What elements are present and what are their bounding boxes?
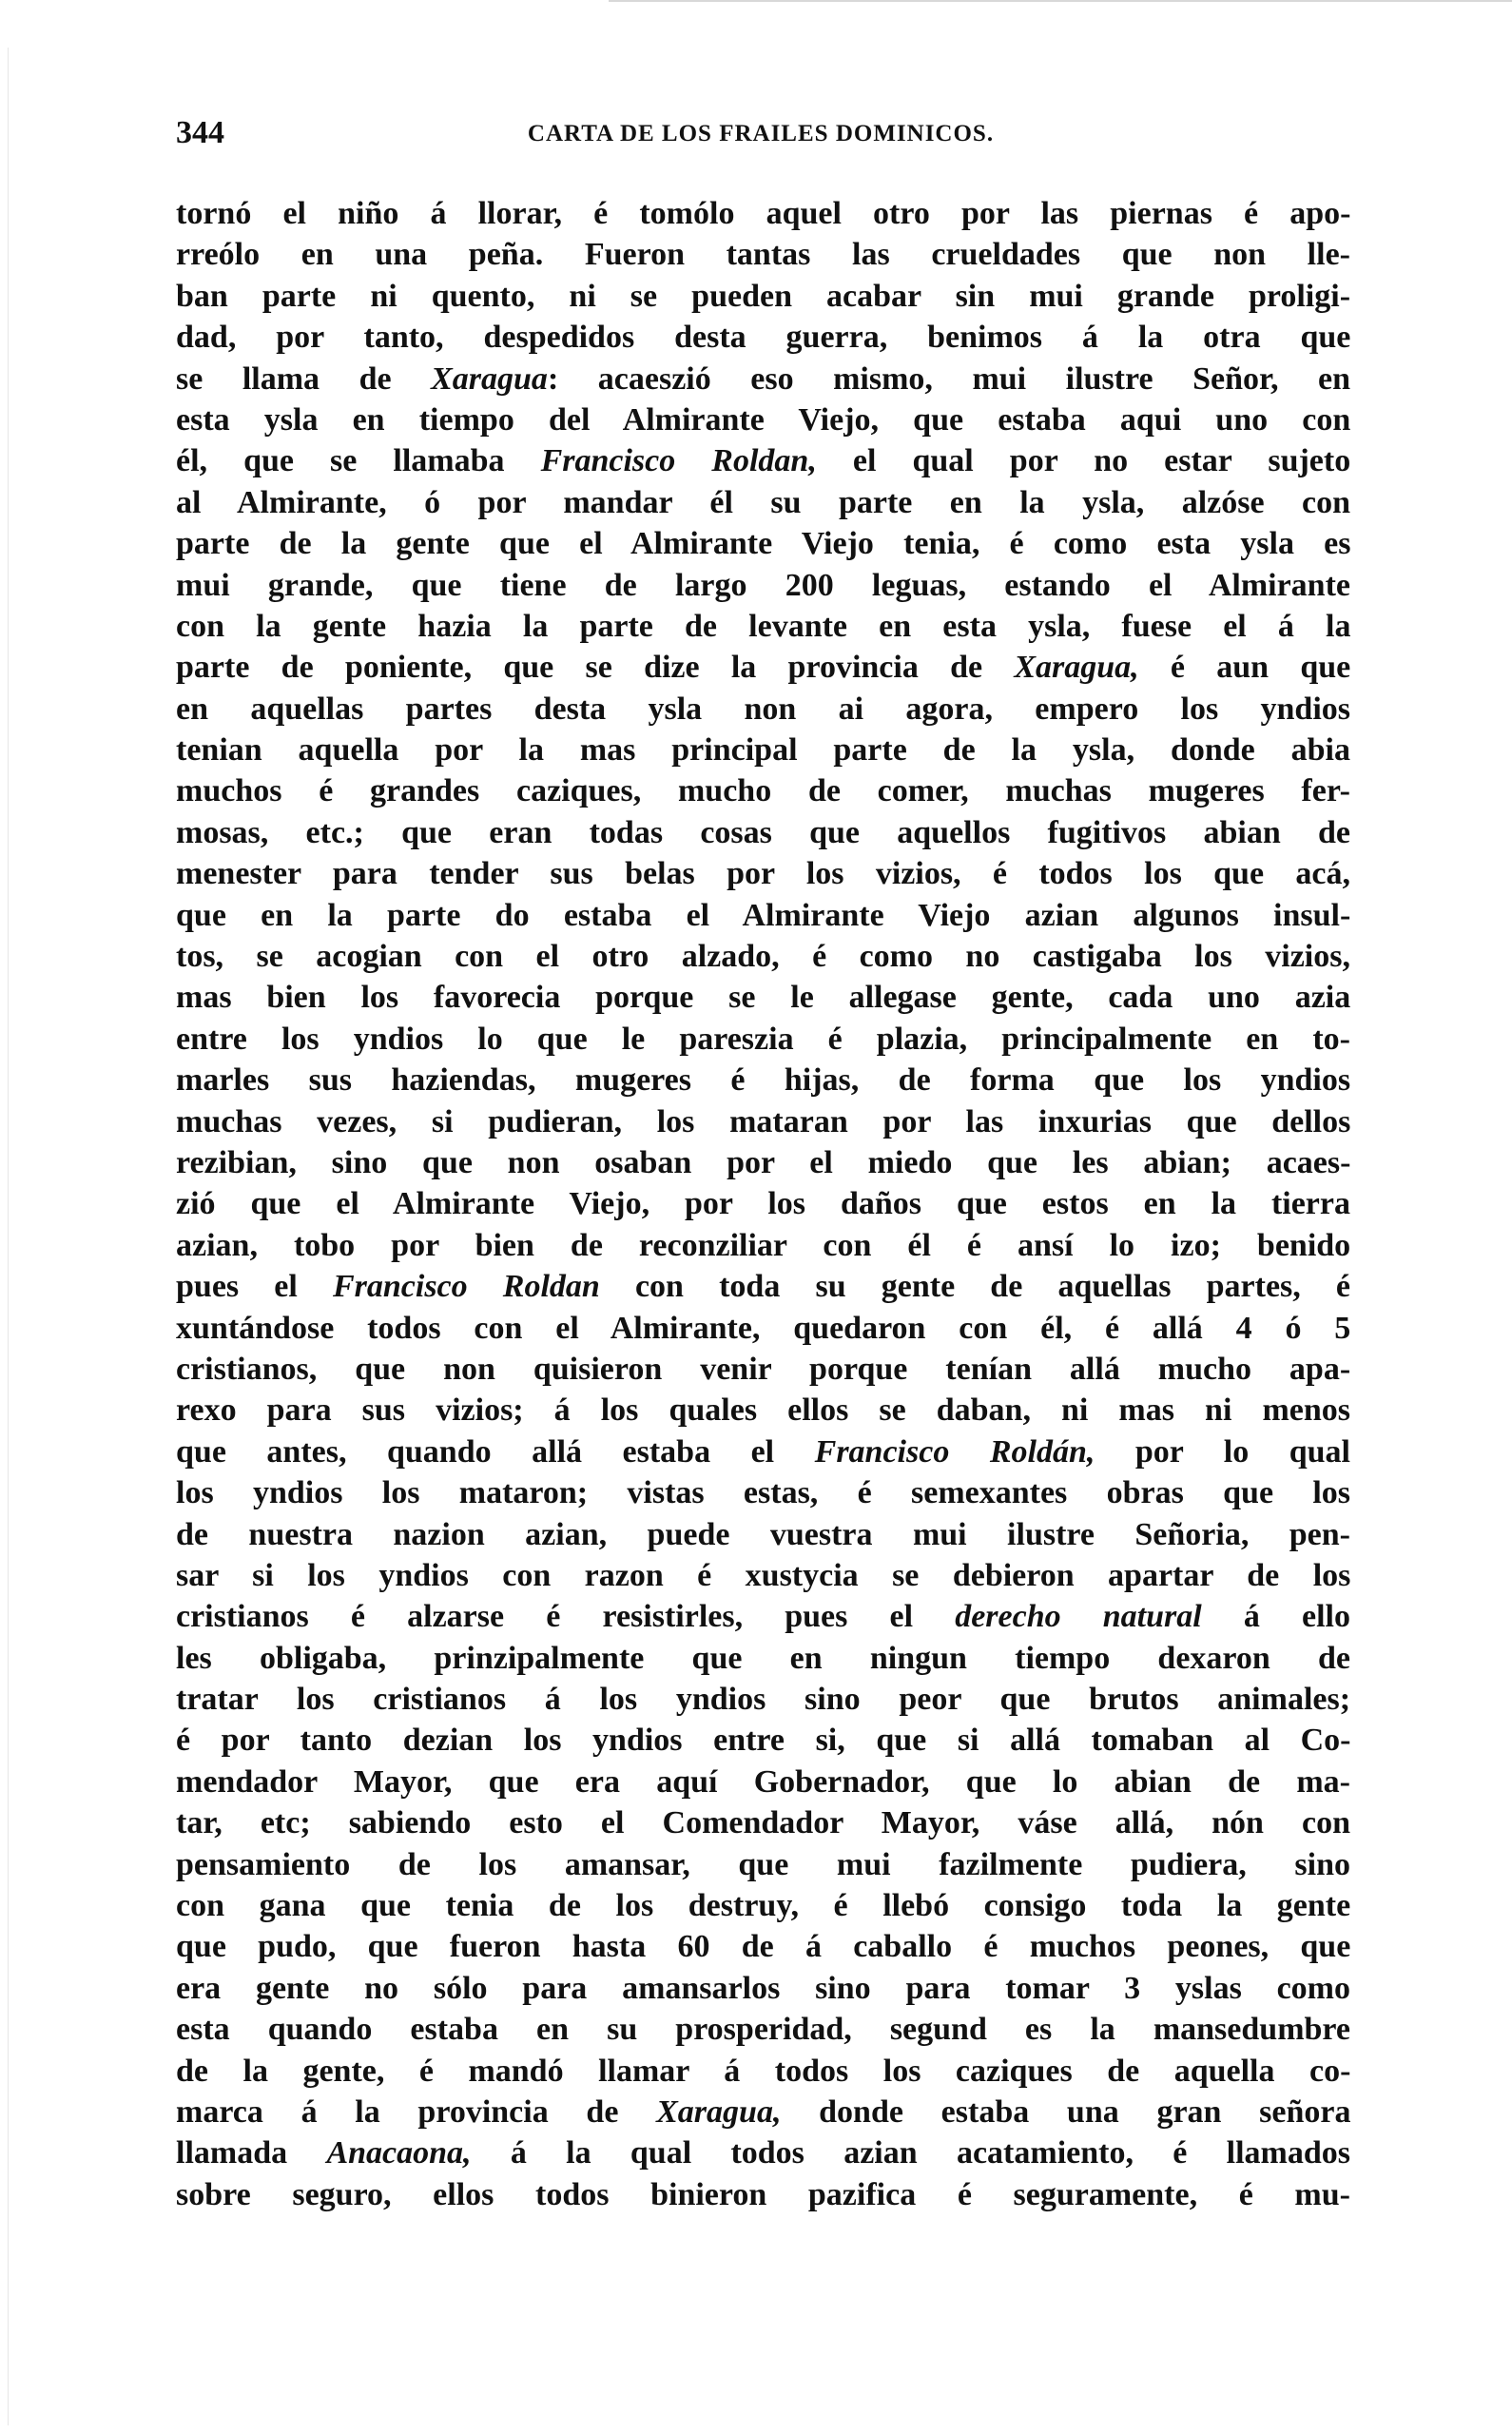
text-line [176, 1225, 1350, 1266]
text-line [176, 1266, 1350, 1307]
text-line [176, 1183, 1350, 1224]
text-line [176, 2132, 1350, 2173]
text-segment: era gente no sólo para amansarlos sino para tomar 3 yslas como [176, 1970, 1350, 2006]
text-line [176, 482, 1350, 523]
text-line [176, 1472, 1350, 1513]
text-line [176, 234, 1350, 275]
text-segment: pues el [176, 1269, 333, 1305]
text-segment: é aun que [1138, 650, 1350, 686]
text-segment: de la gente, é mandó llamar á todos los caziques de aquella co- [176, 2053, 1350, 2089]
text-segment: tornó el niño á llorar, é tomólo aquel otro por las piernas é apo- [176, 196, 1350, 231]
italic-phrase: Francisco Roldan, [540, 443, 817, 479]
italic-phrase: Anacaona, [326, 2135, 472, 2171]
text-segment: entre los yndios lo que le pareszia é plazia, principalmente en to- [176, 1021, 1350, 1057]
text-segment: al Almirante, ó por mandar él su parte en la ysla, alzóse con [176, 484, 1350, 520]
text-segment: mendador Mayor, que era aquí Gobernador, que lo abian de ma- [176, 1763, 1350, 1800]
text-segment: con gana que tenia de los destruy, é llebó consigo toda la gente [176, 1888, 1350, 1924]
text-line [176, 565, 1350, 606]
text-segment: rezibian, sino que non osaban por el miedo que les abian; acaes- [176, 1144, 1350, 1180]
text-line [176, 730, 1350, 770]
text-segment: á ello [1201, 1599, 1350, 1635]
page-number: 344 [176, 115, 224, 150]
text-line [176, 2051, 1350, 2092]
text-segment: rexo para sus vizios; á los quales ellos se daban, ni mas ni menos [176, 1392, 1350, 1429]
text-segment: que en la parte do estaba el Almirante Viejo azian algunos insul- [176, 897, 1350, 933]
text-segment: les obligaba, prinzipalmente que en ningun tiempo dexaron de [176, 1640, 1350, 1676]
text-line [176, 895, 1350, 936]
text-segment: sobre seguro, ellos todos binieron pazifica é seguramente, é mu- [176, 2176, 1350, 2212]
text-line [176, 1349, 1350, 1390]
running-title: CARTA DE LOS FRAILES DOMINICOS. [527, 121, 995, 146]
text-segment: que antes, quando allá estaba el [176, 1433, 815, 1470]
text-line [176, 1555, 1350, 1596]
text-segment: en aquellas partes desta ysla non ai agora, empero los yndios [176, 691, 1350, 727]
text-line [176, 606, 1350, 647]
text-segment: tar, etc; sabiendo esto el Comendador Mayor, váse allá, nón con [176, 1805, 1350, 1841]
text-line [176, 1431, 1350, 1472]
text-line [176, 1679, 1350, 1720]
text-segment: esta ysla en tiempo del Almirante Viejo, que estaba aqui uno con [176, 401, 1350, 438]
text-line [176, 812, 1350, 853]
text-line [176, 399, 1350, 440]
text-line [176, 689, 1350, 730]
text-segment: esta quando estaba en su prosperidad, segund es la mansedumbre [176, 2012, 1350, 2048]
text-line [176, 1762, 1350, 1802]
text-segment: rreólo en una peña. Fueron tantas las crueldades que non lle- [176, 237, 1350, 273]
top-edge-rule [609, 0, 1512, 2]
text-segment: donde estaba una gran señora [781, 2093, 1350, 2130]
text-segment: muchas vezes, si pudieran, los mataran por las inxurias que dellos [176, 1103, 1350, 1139]
text-segment: con toda su gente de aquellas partes, é [599, 1269, 1350, 1305]
text-line [176, 770, 1350, 811]
text-line [176, 317, 1350, 358]
text-segment: con la gente hazia la parte de levante en esta ysla, fuese el á la [176, 608, 1350, 644]
text-line [176, 1638, 1350, 1679]
text-line [176, 2009, 1350, 2050]
text-segment: zió que el Almirante Viejo, por los daños que estos en la tierra [176, 1186, 1350, 1222]
text-line [176, 977, 1350, 1018]
text-line [176, 647, 1350, 688]
text-segment: parte de la gente que el Almirante Viejo tenia, é como esta ysla es [176, 526, 1350, 562]
text-line [176, 1720, 1350, 1761]
text-segment: marles sus haziendas, mugeres é hijas, de forma que los yndios [176, 1062, 1350, 1099]
text-line [176, 1514, 1350, 1555]
text-line [176, 1885, 1350, 1926]
italic-phrase: Xaragua [431, 360, 548, 397]
text-segment: azian, tobo por bien de reconziliar con él é ansí lo izo; benido [176, 1227, 1350, 1263]
italic-phrase: Xaragua, [656, 2093, 782, 2130]
text-segment: xuntándose todos con el Almirante, quedaron con él, é allá 4 ó 5 [176, 1310, 1350, 1346]
text-segment: llamada [176, 2135, 327, 2171]
text-line [176, 359, 1350, 399]
text-segment: tratar los cristianos á los yndios sino peor que brutos animales; [176, 1682, 1350, 1718]
text-segment: tos, se acogian con el otro alzado, é como no castigaba los vizios, [176, 939, 1350, 975]
text-segment: él, que se llamaba [176, 443, 541, 479]
text-line [176, 1308, 1350, 1349]
text-line [176, 1019, 1350, 1060]
text-line [176, 1596, 1350, 1637]
text-line [176, 1926, 1350, 1967]
text-line [176, 523, 1350, 564]
text-line [176, 1060, 1350, 1100]
text-segment: se llama de [176, 360, 432, 397]
text-segment: cristianos, que non quisieron venir porque tenían allá mucho apa- [176, 1351, 1350, 1387]
text-line [176, 1101, 1350, 1142]
text-line [176, 2092, 1350, 2132]
italic-phrase: Francisco Roldan [332, 1269, 600, 1305]
left-edge-rule [8, 48, 9, 2425]
italic-phrase: Francisco Roldán, [814, 1433, 1095, 1470]
text-segment: muchos é grandes caziques, mucho de comer, muchas mugeres fer- [176, 773, 1350, 809]
text-line [176, 1390, 1350, 1431]
text-segment: menester para tender sus belas por los vizios, é todos los que acá, [176, 856, 1350, 892]
text-line [176, 853, 1350, 894]
text-segment: los yndios los mataron; vistas estas, é semexantes obras que los [176, 1475, 1350, 1511]
text-segment: marca á la provincia de [176, 2093, 657, 2130]
running-header [176, 114, 1346, 152]
text-segment: por lo qual [1095, 1433, 1350, 1470]
text-line [176, 936, 1350, 977]
text-segment: : acaeszió eso mismo, mui ilustre Señor, en [547, 360, 1350, 397]
text-line [176, 1844, 1350, 1885]
text-line [176, 1968, 1350, 2009]
text-segment: parte de poniente, que se dize la provincia de [176, 650, 1015, 686]
text-segment: tenian aquella por la mas principal parte de la ysla, donde abia [176, 732, 1350, 769]
text-segment: que pudo, que fueron hasta 60 de á caballo é muchos peones, que [176, 1929, 1350, 1965]
text-line [176, 276, 1350, 317]
text-segment: mas bien los favorecia porque se le allegase gente, cada uno azia [176, 980, 1350, 1016]
italic-phrase: Xaragua, [1014, 650, 1139, 686]
italic-phrase: derecho natural [955, 1599, 1202, 1635]
text-segment: dad, por tanto, despedidos desta guerra, benimos á la otra que [176, 320, 1350, 356]
text-line [176, 1142, 1350, 1183]
text-segment: é por tanto dezian los yndios entre si, que si allá tomaban al Co- [176, 1723, 1350, 1759]
text-segment: sar si los yndios con razon é xustycia se debieron apartar de los [176, 1557, 1350, 1593]
text-segment: mosas, etc.; que eran todas cosas que aquellos fugitivos abian de [176, 814, 1350, 850]
text-segment: á la qual todos azian acatamiento, é llamados [471, 2135, 1350, 2171]
text-line [176, 193, 1350, 234]
text-line [176, 440, 1350, 481]
body-text [176, 193, 1350, 2215]
text-segment: el qual por no estar sujeto [816, 443, 1350, 479]
text-segment: mui grande, que tiene de largo 200 leguas, estando el Almirante [176, 567, 1350, 603]
text-line [176, 1802, 1350, 1843]
text-segment: pensamiento de los amansar, que mui fazilmente pudiera, sino [176, 1846, 1350, 1882]
text-segment: cristianos é alzarse é resistirles, pues el [176, 1599, 956, 1635]
text-line [176, 2174, 1350, 2215]
text-segment: ban parte ni quento, ni se pueden acabar sin mui grande proligi- [176, 278, 1350, 314]
text-segment: de nuestra nazion azian, puede vuestra mui ilustre Señoria, pen- [176, 1516, 1350, 1552]
